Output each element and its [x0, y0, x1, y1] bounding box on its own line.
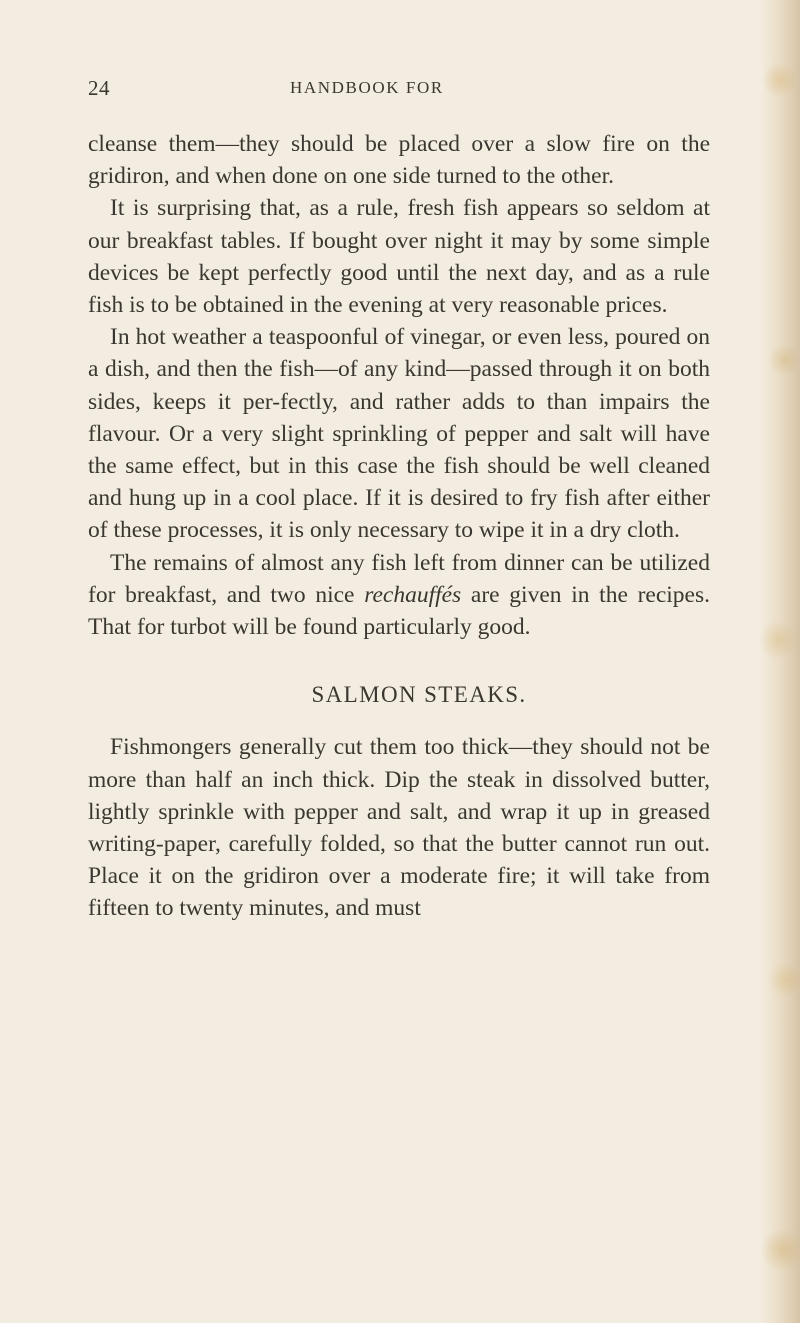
paragraph-1: cleanse them—they should be placed over a slow fire on the gridiron, and when done on one side turned to the other.: [88, 131, 710, 190]
paragraph-4-italic: rechauffés: [364, 581, 462, 608]
section-paragraph: Fishmongers generally cut them too thick—they should not be more than half an inch thick. Dip the steak in dissolved butter, lightly sprinkle with pepper and salt, and wrap it up in greased writing-paper, carefully folded, so that the butter cannot run out. Place it on the gridiron over a moderate fire; it will take from fifteen to twenty minutes, and must: [88, 734, 710, 922]
paragraph-3: In hot weather a teaspoonful of vinegar, or even less, poured on a dish, and then the fish—of any kind—passed through it on both sides, keeps it per-fectly, and rather adds to than impairs the flavour. Or a very slight sprinkling of pepper and salt will have the same effect, but in this case the fish should be well cleaned and hung up in a cool place. If it is desired to fry fish after either of these processes, it is only necessary to wipe it in a dry cloth.: [88, 324, 710, 544]
paragraph-2: It is surprising that, as a rule, fresh fish appears so seldom at our breakfast tables. If bought over night it may by some simple devices be kept perfectly good until the next day, and as a rule fish is to be obtained in the evening at very reasonable prices.: [88, 195, 710, 319]
page-number: 24: [88, 76, 110, 100]
paragraph-4-text-before: The remains of almost any fish left from dinner can be utilized for breakfast, and two nice: [88, 549, 710, 608]
paragraph-4-text-after: are given in the recipes. That for turbot will be found particularly good.: [88, 581, 710, 641]
page-body: [88, 128, 710, 925]
running-head: HANDBOOK FOR: [290, 78, 444, 97]
paragraph-4: [88, 547, 710, 644]
page-edge-stain: [760, 0, 800, 1323]
section-heading: SALMON STEAKS.: [311, 682, 527, 708]
page-header: [88, 76, 710, 108]
